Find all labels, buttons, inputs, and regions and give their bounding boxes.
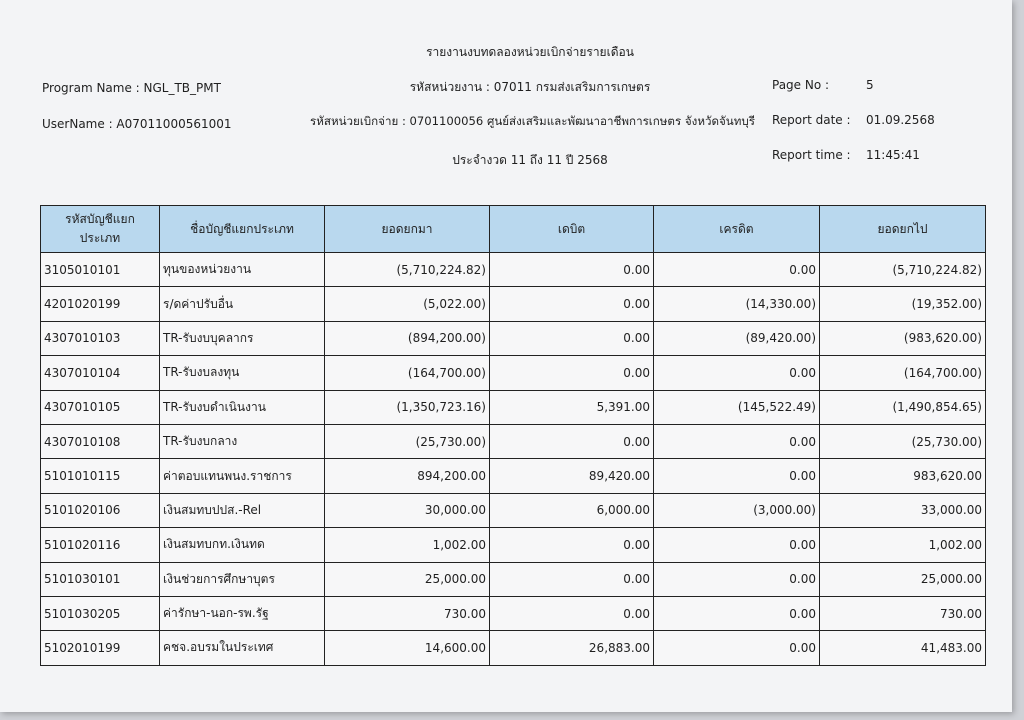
credit-cell: 0.00: [654, 356, 820, 390]
brought-forward-cell: 730.00: [325, 596, 490, 630]
debit-cell: 0.00: [490, 287, 654, 321]
brought-forward-cell: (1,350,723.16): [325, 390, 490, 424]
credit-cell: (89,420.00): [654, 321, 820, 355]
account-code-cell: 4307010103: [41, 321, 160, 355]
debit-cell: 6,000.00: [490, 493, 654, 527]
brought-forward-cell: (5,710,224.82): [325, 253, 490, 287]
debit-cell: 5,391.00: [490, 390, 654, 424]
account-code-cell: 5101030101: [41, 562, 160, 596]
table-row: [41, 493, 986, 527]
account-name-cell: TR-รับงบดำเนินงาน: [160, 390, 325, 424]
credit-cell: (3,000.00): [654, 493, 820, 527]
account-name-cell: คชจ.อบรมในประเทศ: [160, 631, 325, 665]
brought-forward-cell: (164,700.00): [325, 356, 490, 390]
account-code-cell: 5102010199: [41, 631, 160, 665]
carried-forward-cell: 25,000.00: [820, 562, 986, 596]
column-header: ยอดยกมา: [325, 206, 490, 253]
brought-forward-cell: (25,730.00): [325, 424, 490, 458]
carried-forward-cell: 41,483.00: [820, 631, 986, 665]
account-code-cell: 3105010101: [41, 253, 160, 287]
table-row: [41, 528, 986, 562]
brought-forward-cell: 30,000.00: [325, 493, 490, 527]
carried-forward-cell: (5,710,224.82): [820, 253, 986, 287]
disbursement-unit-line: รหัสหน่วยเบิกจ่าย : 0701100056 ศูนย์ส่งเสริมและพัฒนาอาชีพการเกษตร จังหวัดจันทบุรี: [310, 114, 755, 128]
debit-cell: 26,883.00: [490, 631, 654, 665]
account-code-cell: 5101020116: [41, 528, 160, 562]
column-header: เครดิต: [654, 206, 820, 253]
report-time-value: 11:45:41: [866, 148, 920, 162]
column-header: ยอดยกไป: [820, 206, 986, 253]
debit-cell: 0.00: [490, 356, 654, 390]
table-row: [41, 562, 986, 596]
carried-forward-cell: (983,620.00): [820, 321, 986, 355]
table-row: [41, 390, 986, 424]
table-row: [41, 459, 986, 493]
table-row: [41, 424, 986, 458]
account-code-cell: 4307010108: [41, 424, 160, 458]
trial-balance-table: [40, 205, 986, 666]
credit-cell: 0.00: [654, 253, 820, 287]
credit-cell: 0.00: [654, 562, 820, 596]
account-name-cell: TR-รับงบกลาง: [160, 424, 325, 458]
period-line: ประจำงวด 11 ถึง 11 ปี 2568: [452, 153, 608, 167]
table-row: [41, 287, 986, 321]
credit-cell: (14,330.00): [654, 287, 820, 321]
brought-forward-cell: 1,002.00: [325, 528, 490, 562]
carried-forward-cell: (19,352.00): [820, 287, 986, 321]
table-row: [41, 631, 986, 665]
account-code-cell: 5101030205: [41, 596, 160, 630]
report-date-label: Report date :: [772, 113, 851, 127]
program-name: Program Name : NGL_TB_PMT: [42, 81, 221, 95]
debit-cell: 0.00: [490, 253, 654, 287]
brought-forward-cell: (894,200.00): [325, 321, 490, 355]
column-header: เดบิต: [490, 206, 654, 253]
credit-cell: 0.00: [654, 596, 820, 630]
column-header: ชื่อบัญชีแยกประเภท: [160, 206, 325, 253]
debit-cell: 89,420.00: [490, 459, 654, 493]
report-title: รายงานงบทดลองหน่วยเบิกจ่ายรายเดือน: [426, 45, 634, 59]
debit-cell: 0.00: [490, 528, 654, 562]
account-name-cell: ร/ดค่าปรับอื่น: [160, 287, 325, 321]
account-code-cell: 4307010105: [41, 390, 160, 424]
account-name-cell: เงินสมทบปปส.-Rel: [160, 493, 325, 527]
account-name-cell: ค่ารักษา-นอก-รพ.รัฐ: [160, 596, 325, 630]
account-code-cell: 5101010115: [41, 459, 160, 493]
debit-cell: 0.00: [490, 562, 654, 596]
account-code-cell: 5101020106: [41, 493, 160, 527]
page-no-label: Page No :: [772, 78, 830, 92]
account-name-cell: TR-รับงบบุคลากร: [160, 321, 325, 355]
credit-cell: (145,522.49): [654, 390, 820, 424]
account-code-cell: 4307010104: [41, 356, 160, 390]
account-name-cell: ค่าตอบแทนพนง.ราชการ: [160, 459, 325, 493]
carried-forward-cell: 983,620.00: [820, 459, 986, 493]
table-row: [41, 356, 986, 390]
credit-cell: 0.00: [654, 528, 820, 562]
brought-forward-cell: 14,600.00: [325, 631, 490, 665]
carried-forward-cell: (25,730.00): [820, 424, 986, 458]
table-row: [41, 253, 986, 287]
brought-forward-cell: (5,022.00): [325, 287, 490, 321]
report-date-value: 01.09.2568: [866, 113, 935, 127]
account-name-cell: ทุนของหน่วยงาน: [160, 253, 325, 287]
debit-cell: 0.00: [490, 321, 654, 355]
carried-forward-cell: (164,700.00): [820, 356, 986, 390]
debit-cell: 0.00: [490, 424, 654, 458]
agency-code-line: รหัสหน่วยงาน : 07011 กรมส่งเสริมการเกษตร: [409, 80, 651, 94]
account-code-cell: 4201020199: [41, 287, 160, 321]
carried-forward-cell: 730.00: [820, 596, 986, 630]
user-name: UserName : A07011000561001: [42, 117, 232, 131]
table-row: [41, 596, 986, 630]
carried-forward-cell: 1,002.00: [820, 528, 986, 562]
brought-forward-cell: 894,200.00: [325, 459, 490, 493]
credit-cell: 0.00: [654, 631, 820, 665]
report-time-label: Report time :: [772, 148, 851, 162]
credit-cell: 0.00: [654, 459, 820, 493]
column-header: รหัสบัญชีแยกประเภท: [41, 206, 160, 253]
table-header-row: [41, 206, 986, 253]
credit-cell: 0.00: [654, 424, 820, 458]
account-name-cell: เงินช่วยการศึกษาบุตร: [160, 562, 325, 596]
carried-forward-cell: 33,000.00: [820, 493, 986, 527]
table-row: [41, 321, 986, 355]
carried-forward-cell: (1,490,854.65): [820, 390, 986, 424]
brought-forward-cell: 25,000.00: [325, 562, 490, 596]
page-no-value: 5: [866, 78, 874, 92]
debit-cell: 0.00: [490, 596, 654, 630]
account-name-cell: เงินสมทบกท.เงินทด: [160, 528, 325, 562]
account-name-cell: TR-รับงบลงทุน: [160, 356, 325, 390]
